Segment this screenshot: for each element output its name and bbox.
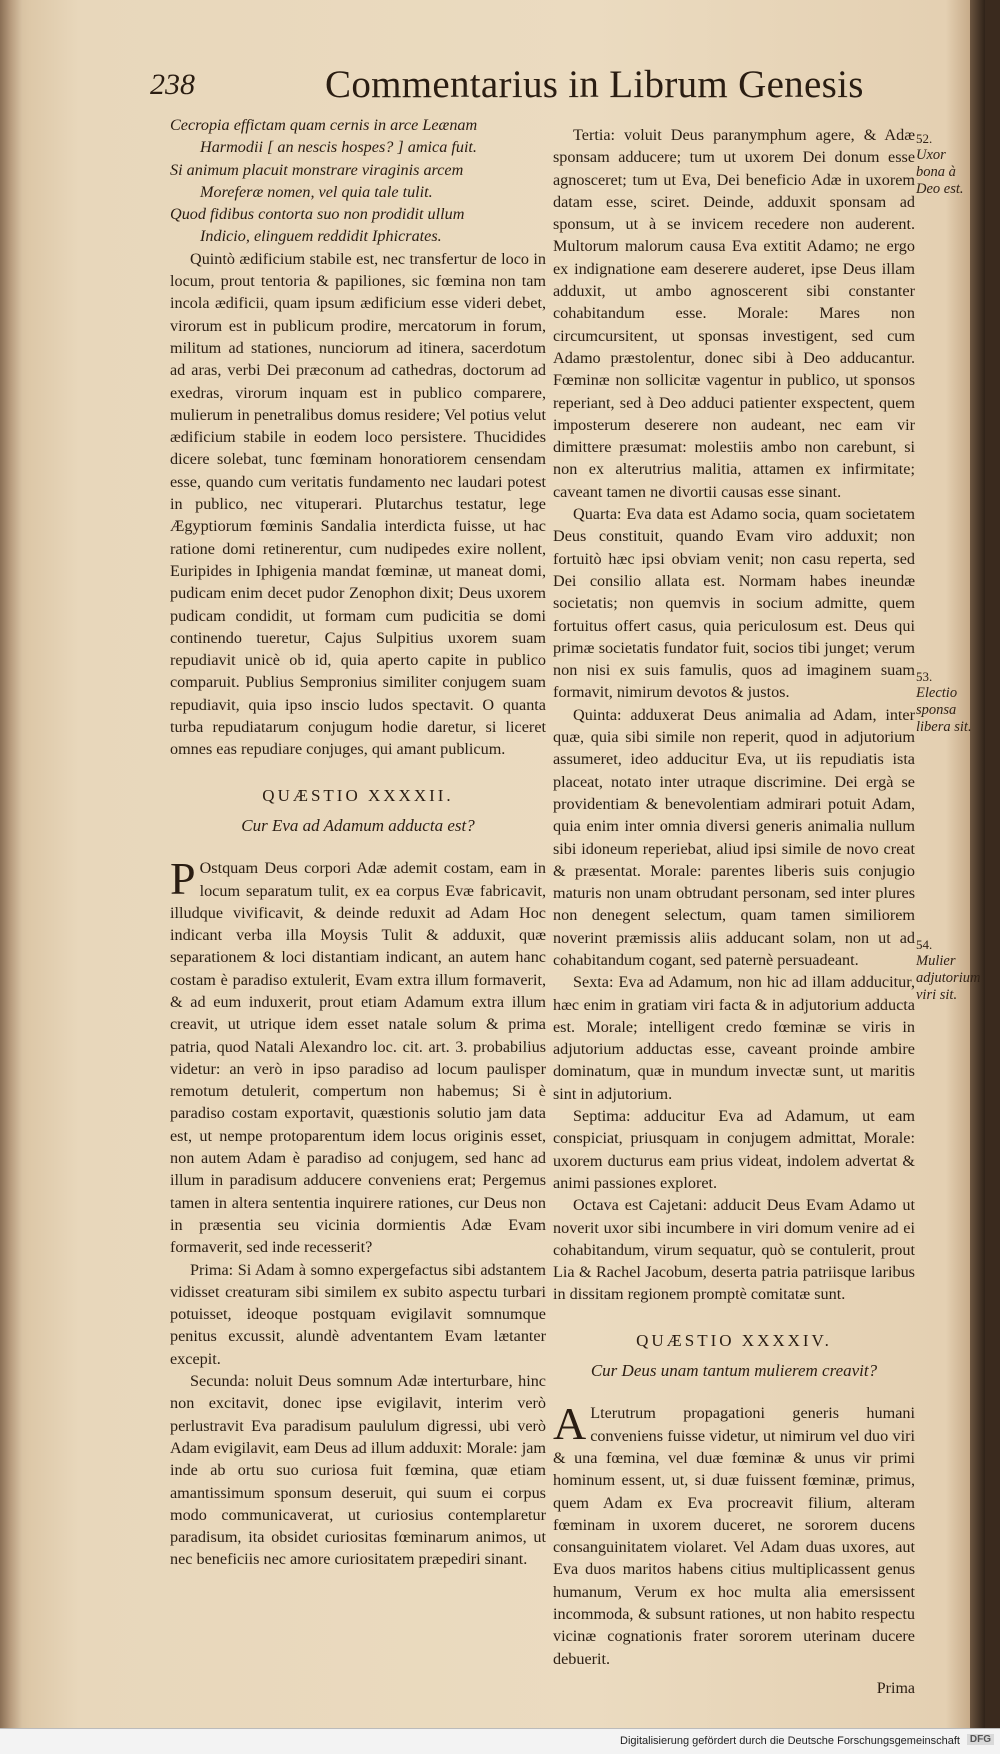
verse-block bbox=[170, 114, 546, 248]
margin-note bbox=[916, 130, 978, 198]
paragraph-quarta: Quarta: Eva data est Adamo socia, quam societatem Deus constituit, quando Evam viro adduxit; non fortuitò hæc ipsi obviam venit; non casu reperta, sed Dei consilio allata est. Normam habes ineundæ societatis; non quemvis in socium admitte, quem fortuitus offert casus, quia periculosum est. Deus qui primæ societatis fundator fuit, socios tibi junget; verum non nisi ex suis famulis, quos ad imaginem suam formavit, nimirum devotos & justos. bbox=[553, 505, 915, 702]
question-44-text: Lterutrum propagationi generis humani conveniens fuisse videtur, ut nimirum vel duo viri & una fœmina, vel duæ fœminæ & unus vir primi hominum essent, ut, si duæ fuissent fœminæ, primus, quem Adam ex Eva procreavit filium, alteram fœminam in uxorem duceret, ne sororem ducens consanguinitatem violaret. Vel Adam duas uxores, aut Eva duos maritos habens citius multiplicassent genus humanum, Verum ex hoc multa alia emersissent incommoda, & subsunt rationes, ut non habito respectu vicinæ cognationis frater sororem uterinam ducere debuerit. bbox=[553, 1404, 915, 1668]
margin-note-text: Electio sponsa libera sit. bbox=[916, 685, 972, 735]
right-column bbox=[553, 124, 915, 1700]
verse-line: Cecropia effictam quam cernis in arce Leænam bbox=[170, 116, 478, 134]
dfg-logo: DFG bbox=[967, 1734, 994, 1745]
question-42-heading: Cur Eva ad Adamum adducta est? bbox=[241, 815, 475, 835]
verse-line: Moreferæ nomen, vel quia tale tulit. bbox=[200, 182, 433, 201]
question-42-body bbox=[170, 853, 546, 1258]
paragraph-tertia: Tertia: voluit Deus paranymphum agere, & Adæ sponsam adducere; tum ut uxorem Dei donum esse agnosceret; tum ut Eva, Dei beneficio Adæ in uxorem datam esse, sciret. Deinde, adduxit sponsam ad sponsum, ut à se invicem recedere non auderent. Multorum malorum causa Eva extitit Adamo; ne ergo ex indignatione eam deserere auderet, ipse Deus illam adduxit, ut ambo agnoscerent sibi constanter cohabitandum esse. Morale: Mares non circumcursitent, ut sponsas investigent, sed cum Adamo præstolentur, donec sibi à Deo adducantur. Fœminæ non sollicitæ vagentur in publico, ut sponsos reperiant, sed à Deo adduci patienter exspectent, quem imposterum deserere non audeant, nec eam vir dimittere præsumat: molestiis ambo non carebunt, si non ex alterutrius malitia, attamen ex infirmitate; caveant tamen ne divortii causas esse sinant. bbox=[553, 126, 915, 501]
verse-line: Si animum placuit monstrare viraginis arcem bbox=[170, 160, 464, 179]
funding-credit: Digitalisierung gefördert durch die Deutsche Forschungsgemeinschaft bbox=[620, 1735, 960, 1747]
paragraph-sexta: Sexta: Eva ad Adamum, non hic ad illam adducitur, hæc enim in gratiam viri facta & in adjutorium adducta est. Morale; intelligent credo fœminæ se viris in adjutorium adductas esse, caveant proinde ambire dominatum, quæ in mundum invectæ sunt, ut maritis sint in adjutorium. bbox=[553, 973, 915, 1103]
paragraph-prima: Prima: Si Adam à somno expergefactus sibi adstantem vidisset creaturam sibi similem ex subito aspectu turbari potuisset, ideoque postquam evigilavit somnumque penitus excussit, alundè adventantem Evam lætanter excepit. bbox=[170, 1260, 546, 1368]
paragraph-septima: Septima: adducitur Eva ad Adamum, ut eam conspiciat, priusquam in conjugem admittat, Morale: uxorem ducturus eam prius videat, indolem advertat & animi passiones exploret. bbox=[553, 1107, 915, 1192]
verse-line: Indicio, elinguem reddidit Iphicrates. bbox=[200, 227, 442, 246]
facing-page-edge bbox=[970, 0, 985, 1728]
margin-note bbox=[916, 668, 978, 736]
margin-note-text: Mulier adjutorium viri sit. bbox=[916, 953, 981, 1003]
catchword: Prima bbox=[876, 1679, 915, 1697]
margin-note bbox=[916, 936, 981, 1004]
paragraph-secunda: Secunda: noluit Deus somnum Adæ interturbare, hinc non excitavit, donec ipse evigilavit, interim verò perlustravit Eva paradisum paululum digressi, ubi verò Adam evigilavit, eam Deus ad illum adduxit: Morale: jam inde ab ortu suo curiosa fuit fœmina, quæ etiam amantissimum sponsum deseruit, qui suum ei corpus modo communicaverat, ut curiosius contemplaretur paradisum, ita obsidet curiositas fœminarum animos, ut nec beneficiis nec amore curiositatem præpediri sinant. bbox=[170, 1372, 546, 1569]
paragraph-octava: Octava est Cajetani: adducit Deus Evam Adamo ut noverit uxor sibi incumbere in viri domum venire ad ei cohabitandum, virum sequatur, quò se contulerit, prout Lia & Rachel Jacobum, deserta patria patriisque laribus in dissitam regionem promptè comitatæ sunt. bbox=[553, 1196, 915, 1304]
question-42-text: Ostquam Deus corpori Adæ ademit costam, eam in locum separatum tulit, ex ea corpus Evæ fabricavit, illudque vivificavit, & deinde reduxit ad Adam Hoc indicant verba illa Moysis Tulit & adduxit, quæ separationem & loci distantiam indicant, an autem hanc costam è paradiso extulerit, Evam extra illum formaverit, & ad eum induxerit, prout etiam Adamum extra illum creavit, ut utrique idem esset natale solum & prima patria, quod Natali Alexandro loc. cit. art. 3. probabilius videtur: an verò in ipso paradiso ad locum paulisper remotum detulerit, compertum non habemus; Si è paradiso costam exportavit, quæstionis solutio jam data est, ut nempe protoparentum idem locus originis esset, non autem Adam è paradiso ad conjugem, sed hanc ad illum in paradisum adducere conveniens erat; Pergemus tamen in altera sententia inquirere rationes, cur Deus non in præsentia seu vicinia dormientis Adæ Evam formaverit, sed inde recesserit? bbox=[170, 859, 546, 1257]
page-number: 238 bbox=[150, 68, 195, 101]
page-gutter-edge bbox=[0, 0, 22, 1728]
margin-note-number: 54. bbox=[916, 937, 933, 952]
verse-line: Harmodii [ an nescis hospes? ] amica fuit. bbox=[200, 138, 477, 157]
drop-cap: P bbox=[170, 853, 196, 905]
paragraph-quinta: Quinta: adduxerat Deus animalia ad Adam, inter quæ, quia sibi simile non reperit, quod in adjutorium assumeret, ideo adducitur Eva, ut iis repudiatis ista placeat, notato inter utraque discrimine. Dei ergà se providentiam & benevolentiam admirari potuit Adam, quia enim inter omnia diversi generis animalia nullum sibi idoneum reperiebat, aliud ipsi simile de novo creat & præsentat. Morale: parentes liberis suis conjugio maturis non unam obtrudant personam, sed inter plures non denegent selectum, quam tamen similiorem noverint præmissis aliis adducant solam, non ut ad cohabitandum cogant, sed paternè persuadeant. bbox=[553, 705, 915, 969]
margin-note-number: 52. bbox=[916, 131, 933, 146]
running-title: Commentarius in Librum Genesis bbox=[325, 63, 864, 106]
question-44-title: QUÆSTIO XXXXIV. bbox=[636, 1330, 832, 1350]
verse-line: Quod fidibus contorta suo non prodidit ullum bbox=[170, 205, 465, 224]
footer-bar bbox=[0, 1728, 1000, 1754]
margin-note-text: Uxor bona à Deo est. bbox=[916, 147, 964, 197]
left-column bbox=[170, 114, 546, 1571]
question-42-title: QUÆSTIO XXXXII. bbox=[262, 785, 454, 805]
question-44-body bbox=[553, 1398, 915, 1670]
question-44-heading: Cur Deus unam tantum mulierem creavit? bbox=[590, 1361, 878, 1381]
margin-note-number: 53. bbox=[916, 669, 933, 684]
paragraph-quinto: Quintò ædificium stabile est, nec transfertur de loco in locum, prout tentoria & papiliones, sic fœmina non tam incola ædificii, quam ipsum ædificium esse videri debet, virorum est in publicum prodire, mercatorum in forum, militum ad stationes, nunciorum ad itinera, sacerdotum ad aras, verbi Dei præconum ad cathedras, doctorum ad exedras, virorum inquam est in publico comparere, mulierum in penetralibus domus residere; Vel potius velut ædificium stabile in eodem loco persistere. Thucidides dicere solebat, tunc fœminam honoratiorem censendam esse, quando cum veritatis fundamento nec laudari potest in publico, nec vituperari. Plutarchus testatur, lege Ægyptiorum fœminis Sandalia interdicta fuisse, ut hac ratione domi retinerentur, cum nudipedes exire nollent, Euripides in Iphigenia mandat fœminæ, ut maneat domi, pudicam enim decet pudor Zenophon dixit; Deus uxorem pudicam condidit, ut formam cum pudicitia se domi continendo tueretur, Cajus Sulpitius uxorem suam repudiavit unicè ob id, quia aperto capite in publico comparuit. Publius Sempronius similiter conjugem suam repudiavit, quia ipso inscio ludos spectavit. O quanta turba repudiatarum conjugum hodie daretur, si liceret omnes eas repudiare conjuges, qui amant publicum. bbox=[170, 249, 546, 759]
drop-cap: A bbox=[553, 1398, 587, 1450]
